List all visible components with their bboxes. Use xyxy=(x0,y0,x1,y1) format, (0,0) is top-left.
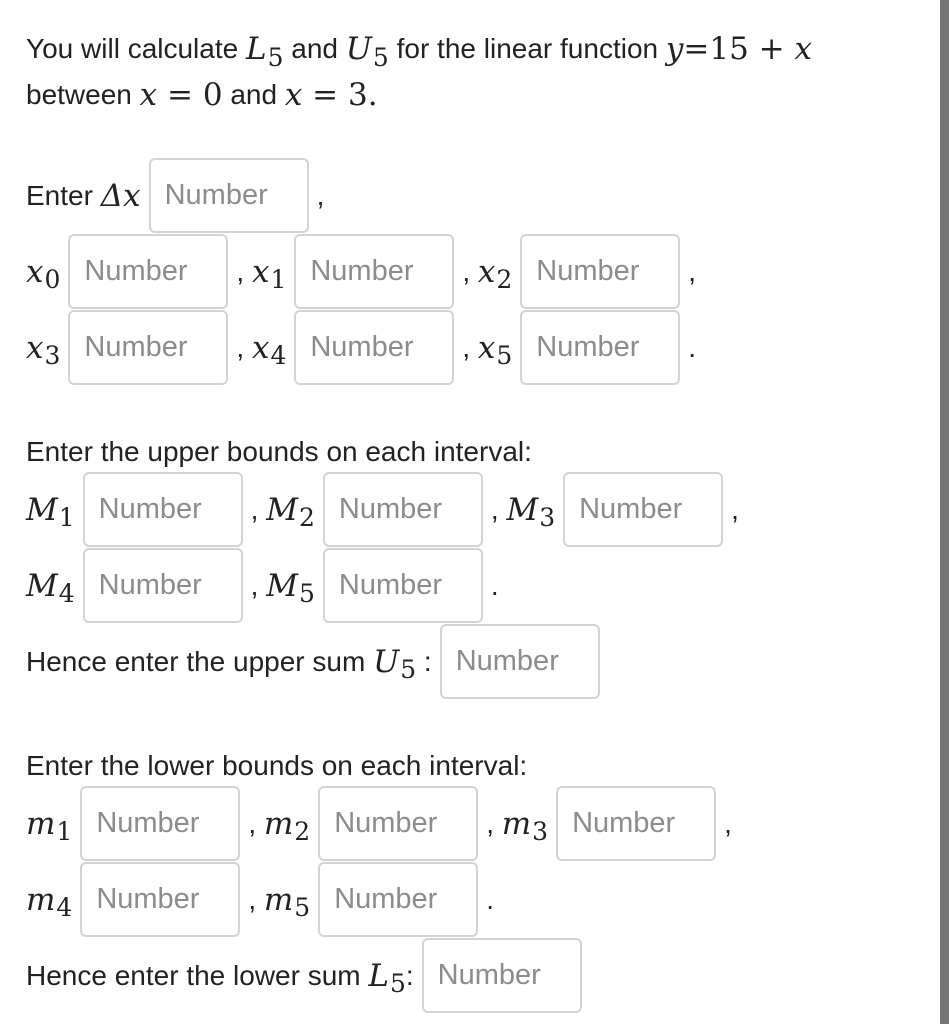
m3-upper-var: M xyxy=(506,491,539,528)
upper-m4-input[interactable] xyxy=(83,548,243,623)
m1-upper-var: M xyxy=(26,491,58,528)
x-var: x xyxy=(284,77,303,113)
lower-m4-input[interactable] xyxy=(80,862,240,937)
comma: , xyxy=(236,255,245,287)
x1-input[interactable] xyxy=(294,234,454,309)
x5-input[interactable] xyxy=(520,310,680,385)
comma: , xyxy=(248,883,257,915)
x3-sub: 3 xyxy=(44,341,61,370)
x4-sub: 4 xyxy=(270,341,287,370)
comma: , xyxy=(250,569,259,601)
x0-sub: 0 xyxy=(44,265,61,294)
x1-sub: 1 xyxy=(270,265,287,294)
intro-text: and xyxy=(230,79,278,110)
eq-rhs: =15 + xyxy=(683,31,795,67)
x2-var: x xyxy=(477,253,496,290)
m5-lower-sub: 5 xyxy=(294,893,311,922)
upper-row-1 xyxy=(26,472,739,547)
x3-input[interactable] xyxy=(68,310,228,385)
l-var: L xyxy=(245,31,267,67)
x1-var: x xyxy=(251,253,270,290)
period: . xyxy=(367,77,378,113)
upper-row-2 xyxy=(26,548,499,623)
comma: , xyxy=(486,807,494,839)
x5-var: x xyxy=(477,329,496,366)
comma: , xyxy=(490,493,499,525)
comma: , xyxy=(731,493,739,525)
intro-line-1 xyxy=(26,26,812,72)
comma: , xyxy=(724,807,732,839)
x4-var: x xyxy=(251,329,270,366)
m5-upper-var: M xyxy=(266,567,298,604)
x-row-1 xyxy=(26,234,696,309)
x5-sub: 5 xyxy=(496,341,513,370)
m1-lower-sub: 1 xyxy=(56,817,73,846)
upper-heading xyxy=(26,430,532,474)
comma: , xyxy=(250,493,259,525)
intro-text: You will calculate xyxy=(26,33,239,64)
x0-var: x xyxy=(26,253,44,290)
upper-sum-var: U xyxy=(373,643,400,680)
upper-m3-input[interactable] xyxy=(563,472,723,547)
m1-upper-sub: 1 xyxy=(58,503,75,532)
x2-input[interactable] xyxy=(520,234,680,309)
lower-m3-input[interactable] xyxy=(556,786,716,861)
period: . xyxy=(486,883,494,915)
comma: , xyxy=(462,331,471,363)
u-sub: 5 xyxy=(372,42,389,72)
delta-x-label: Enter xyxy=(26,179,93,211)
colon: : xyxy=(405,959,414,991)
m5-upper-sub: 5 xyxy=(298,579,315,608)
lower-row-1 xyxy=(26,786,732,861)
lower-m1-input[interactable] xyxy=(80,786,240,861)
comma: , xyxy=(236,331,245,363)
x-row-2 xyxy=(26,310,696,385)
x2-sub: 2 xyxy=(496,265,513,294)
m4-upper-sub: 4 xyxy=(58,579,75,608)
upper-m1-input[interactable] xyxy=(83,472,243,547)
lower-heading-text: Enter the lower bounds on each interval: xyxy=(26,750,528,781)
comma: , xyxy=(316,179,325,211)
right-scrollbar-edge xyxy=(940,0,949,1024)
x-var: x xyxy=(794,31,812,67)
delta-x-symbol: Δx xyxy=(100,177,141,214)
delta-x-row xyxy=(26,158,324,233)
period: . xyxy=(490,569,499,601)
comma: , xyxy=(462,255,471,287)
lower-sum-var: L xyxy=(368,957,389,994)
upper-sum-label: Hence enter the upper sum xyxy=(26,645,366,677)
intro-text: between xyxy=(26,79,132,110)
lower-m5-input[interactable] xyxy=(318,862,478,937)
period: . xyxy=(688,331,697,363)
colon: : xyxy=(423,645,432,677)
m5-lower-var: m xyxy=(263,881,294,918)
intro-line-2 xyxy=(26,72,378,118)
lower-sum-label: Hence enter the lower sum xyxy=(26,959,361,991)
y-var: y xyxy=(665,31,684,67)
lower-m2-input[interactable] xyxy=(318,786,478,861)
lower-sum-row xyxy=(26,938,590,1013)
lower-sum-input[interactable] xyxy=(422,938,582,1013)
x-var: x xyxy=(139,77,158,113)
m2-upper-sub: 2 xyxy=(298,503,315,532)
m4-lower-sub: 4 xyxy=(56,893,73,922)
l-sub: 5 xyxy=(267,42,284,72)
upper-m5-input[interactable] xyxy=(323,548,483,623)
comma: , xyxy=(688,255,697,287)
m3-lower-sub: 3 xyxy=(532,817,549,846)
eq-b: = 3 xyxy=(302,77,368,113)
m2-lower-sub: 2 xyxy=(294,817,311,846)
m2-upper-var: M xyxy=(266,491,298,528)
lower-sum-sub: 5 xyxy=(389,969,406,998)
m1-lower-var: m xyxy=(26,805,56,842)
m3-lower-var: m xyxy=(501,805,532,842)
m4-lower-var: m xyxy=(26,881,56,918)
m2-lower-var: m xyxy=(263,805,294,842)
upper-sum-sub: 5 xyxy=(400,655,417,684)
upper-m2-input[interactable] xyxy=(323,472,483,547)
m4-upper-var: M xyxy=(26,567,58,604)
x0-input[interactable] xyxy=(68,234,228,309)
upper-heading-text: Enter the upper bounds on each interval: xyxy=(26,436,532,467)
lower-heading xyxy=(26,744,527,788)
u-var: U xyxy=(345,31,372,67)
eq-a: = 0 xyxy=(157,77,223,113)
lower-row-2 xyxy=(26,862,494,937)
x4-input[interactable] xyxy=(294,310,454,385)
upper-sum-input[interactable] xyxy=(440,624,600,699)
comma: , xyxy=(248,807,257,839)
upper-sum-row xyxy=(26,624,608,699)
intro-text: and xyxy=(291,33,338,64)
delta-x-input[interactable] xyxy=(149,158,309,233)
m3-upper-sub: 3 xyxy=(539,503,556,532)
x3-var: x xyxy=(26,329,44,366)
intro-text: for the linear function xyxy=(396,33,659,64)
